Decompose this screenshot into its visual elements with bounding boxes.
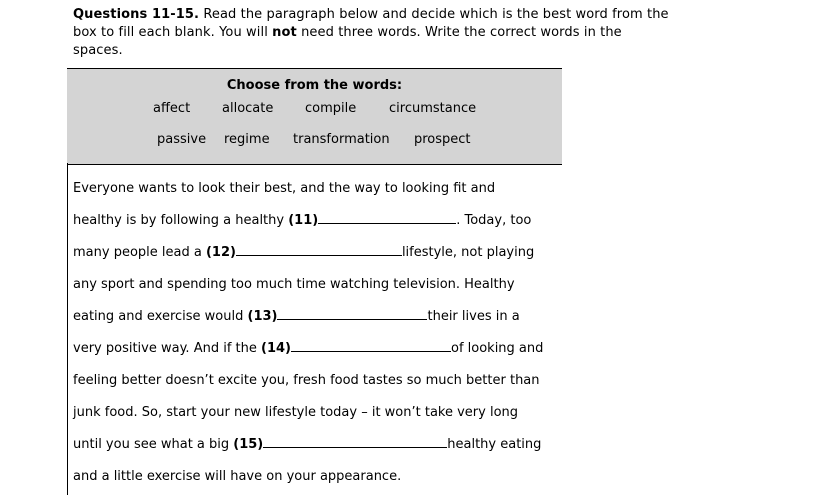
- blank-14[interactable]: [291, 338, 451, 352]
- line-text: many people lead a: [73, 245, 206, 260]
- paragraph-line: [73, 301, 563, 333]
- line-text: until you see what a big: [73, 437, 234, 452]
- left-border: [67, 163, 68, 495]
- line-text: . Today, too: [456, 213, 532, 228]
- paragraph-line: [73, 461, 563, 493]
- word-box-title: Choose from the words:: [226, 78, 403, 93]
- blank-11[interactable]: [318, 210, 456, 224]
- paragraph-line: [73, 205, 563, 237]
- paragraph-line: [73, 237, 563, 269]
- blank-number-11: (11): [288, 213, 319, 228]
- word-option: prospect: [414, 132, 471, 147]
- paragraph-line: [73, 333, 563, 365]
- cloze-paragraph: [73, 173, 563, 493]
- line-text: and a little exercise will have on your appearance.: [73, 469, 402, 484]
- blank-number-12: (12): [205, 245, 236, 260]
- blank-13[interactable]: [277, 306, 427, 320]
- blank-number-14: (14): [261, 341, 291, 356]
- instructions-text-end: need three words. Write the correct words in the spaces.: [73, 25, 622, 58]
- word-option: affect: [153, 101, 191, 116]
- paragraph-line: [73, 269, 563, 301]
- blank-number-15: (15): [233, 437, 264, 452]
- instructions: [73, 6, 673, 60]
- instructions-text: Read the paragraph below and decide which is the best word from the box to fill each blank. You will: [73, 7, 669, 40]
- blank-15[interactable]: [263, 434, 447, 448]
- line-text: feeling better doesn’t excite you, fresh food tastes so much better than: [73, 373, 540, 388]
- line-text: eating and exercise would: [73, 309, 248, 324]
- word-option: circumstance: [389, 101, 477, 116]
- word-option: compile: [305, 101, 357, 116]
- word-box: [67, 68, 562, 165]
- line-text: any sport and spending too much time watching television. Healthy: [73, 277, 515, 292]
- paragraph-line: [73, 429, 563, 461]
- questions-heading: Questions 11-15.: [73, 7, 200, 22]
- word-option: regime: [224, 132, 270, 147]
- paragraph-line: [73, 365, 563, 397]
- line-text: of looking and: [450, 341, 544, 356]
- line-text: healthy is by following a healthy: [73, 213, 289, 228]
- line-text: junk food. So, start your new lifestyle today – it won’t take very long: [73, 405, 519, 420]
- line-text: very positive way. And if the: [73, 341, 261, 356]
- word-option: transformation: [293, 132, 390, 147]
- line-text: Everyone wants to look their best, and the way to looking fit and: [73, 181, 496, 196]
- line-text: lifestyle, not playing: [401, 245, 535, 260]
- word-option: allocate: [222, 101, 274, 116]
- line-text: their lives in a: [427, 309, 520, 324]
- line-text: healthy eating: [447, 437, 542, 452]
- paragraph-line: [73, 397, 563, 429]
- blank-number-13: (13): [247, 309, 278, 324]
- word-option: passive: [157, 132, 207, 147]
- blank-12[interactable]: [236, 242, 402, 256]
- paragraph-line: [73, 173, 563, 205]
- instructions-emphasis: not: [272, 25, 297, 40]
